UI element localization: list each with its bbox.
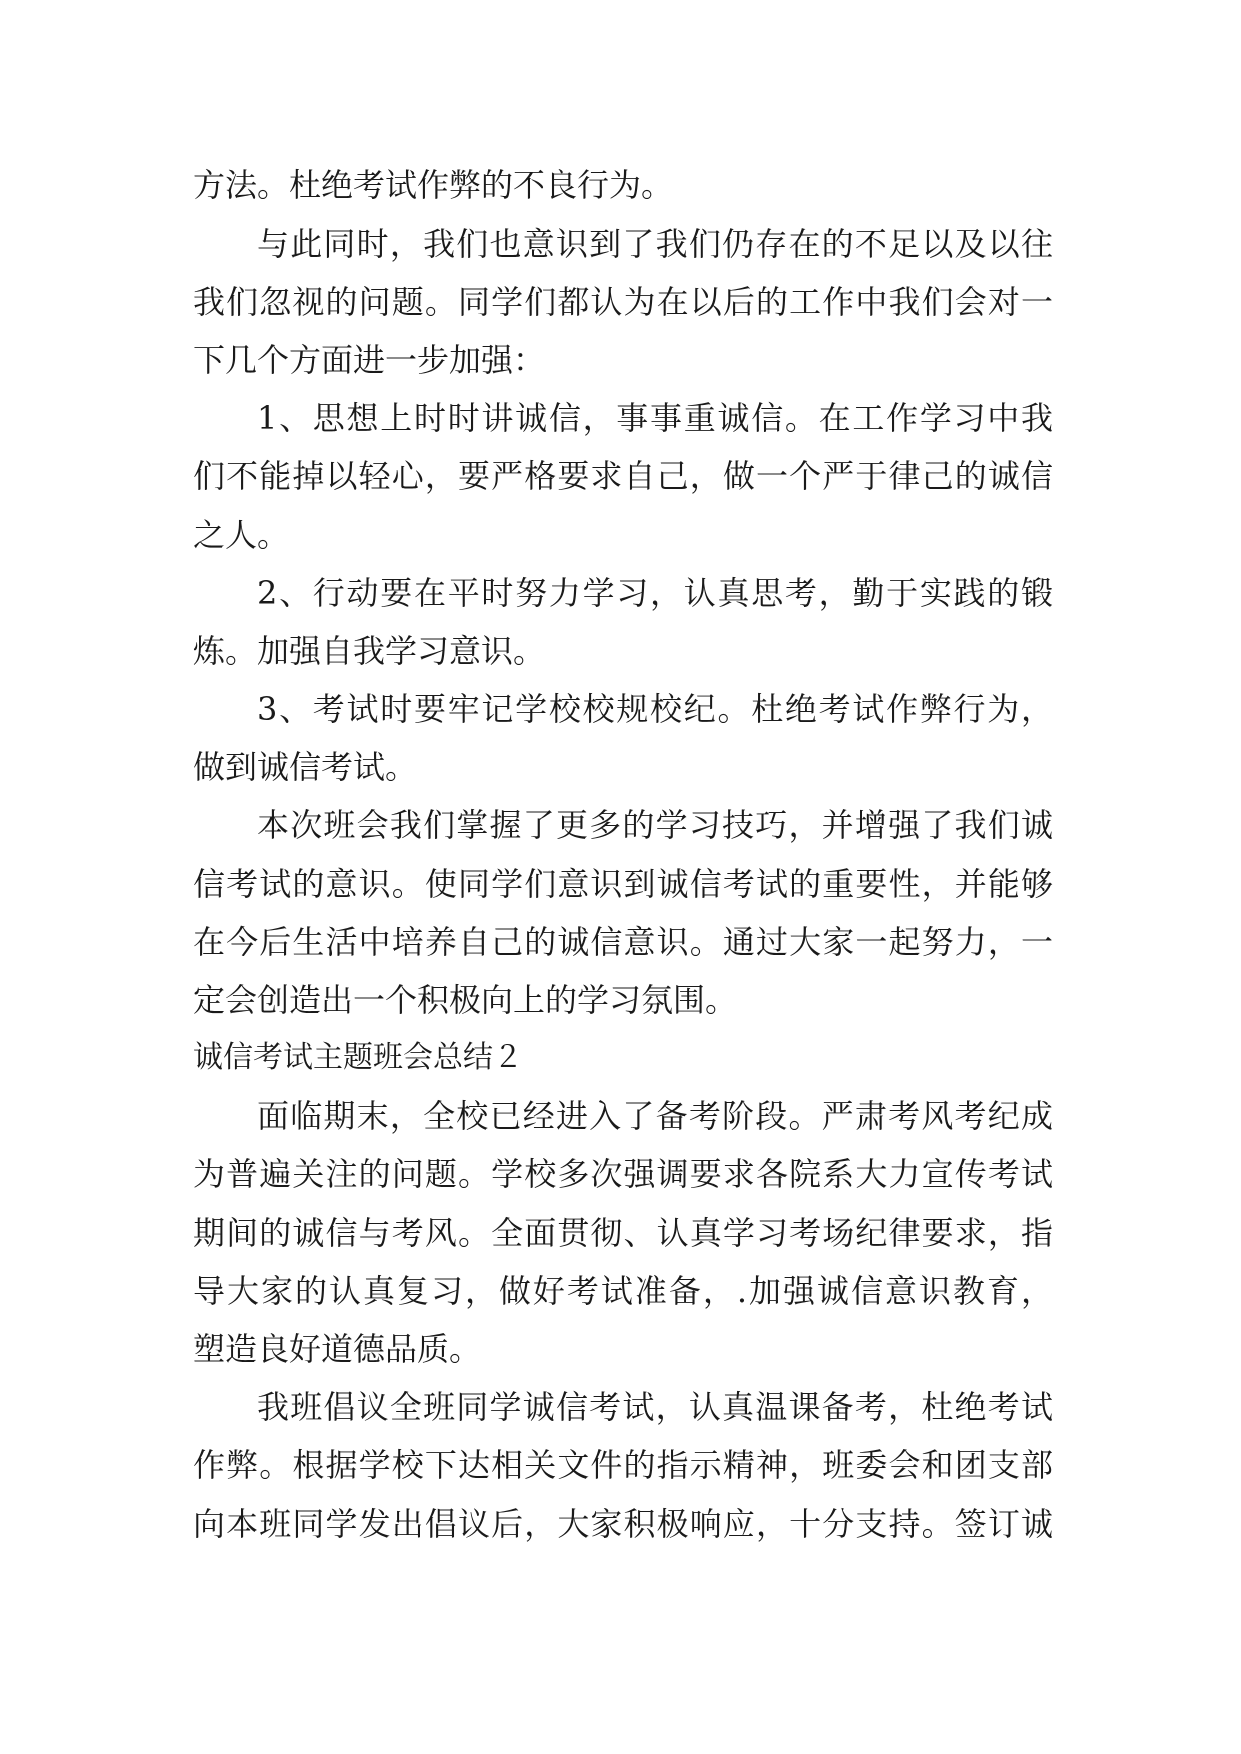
text-line: 导大家的认真复习，做好考试准备，.加强诚信意识教育， — [193, 1272, 1053, 1310]
paragraph-first-line: 与此同时，我们也意识到了我们仍存在的不足以及以往 — [257, 225, 1053, 263]
text-line: 为普遍关注的问题。学校多次强调要求各院系大力宣传考试 — [193, 1155, 1053, 1193]
text-line: 之人。 — [193, 516, 290, 554]
paragraph-first-line: 面临期末，全校已经进入了备考阶段。严肃考风考纪成 — [257, 1097, 1053, 1135]
text-line: 信考试的意识。使同学们意识到诚信考试的重要性，并能够 — [193, 865, 1053, 903]
text-line: 期间的诚信与考风。全面贯彻、认真学习考场纪律要求，指 — [193, 1214, 1053, 1252]
paragraph-first-line: 本次班会我们掌握了更多的学习技巧，并增强了我们诚 — [257, 806, 1053, 844]
text-line: 下几个方面进一步加强： — [193, 341, 546, 379]
text-line: 我们忽视的问题。同学们都认为在以后的工作中我们会对一 — [193, 283, 1053, 321]
list-item-first-line: 1、思想上时时讲诚信，事事重诚信。在工作学习中我 — [257, 399, 1053, 437]
text-line: 定会创造出一个积极向上的学习氛围。 — [193, 981, 738, 1019]
paragraph-first-line: 我班倡议全班同学诚信考试，认真温课备考，杜绝考试 — [257, 1388, 1053, 1426]
section-heading: 诚信考试主题班会总结２ — [193, 1040, 523, 1075]
text-line: 作弊。根据学校下达相关文件的指示精神，班委会和团支部 — [193, 1446, 1053, 1484]
text-line: 做到诚信考试。 — [193, 748, 418, 786]
text-line: 在今后生活中培养自己的诚信意识。通过大家一起努力，一 — [193, 923, 1053, 961]
text-line: 塑造良好道德品质。 — [193, 1330, 482, 1368]
list-item-first-line: 2、行动要在平时努力学习，认真思考，勤于实践的锻 — [257, 574, 1053, 612]
text-line: 炼。加强自我学习意识。 — [193, 632, 546, 670]
text-line: 们不能掉以轻心，要严格要求自己，做一个严于律己的诚信 — [193, 457, 1053, 495]
text-line: 向本班同学发出倡议后，大家积极响应，十分支持。签订诚 — [193, 1505, 1053, 1543]
text-line: 方法。杜绝考试作弊的不良行为。 — [193, 166, 674, 204]
list-item-first-line: 3、考试时要牢记学校校规校纪。杜绝考试作弊行为， — [257, 690, 1053, 728]
